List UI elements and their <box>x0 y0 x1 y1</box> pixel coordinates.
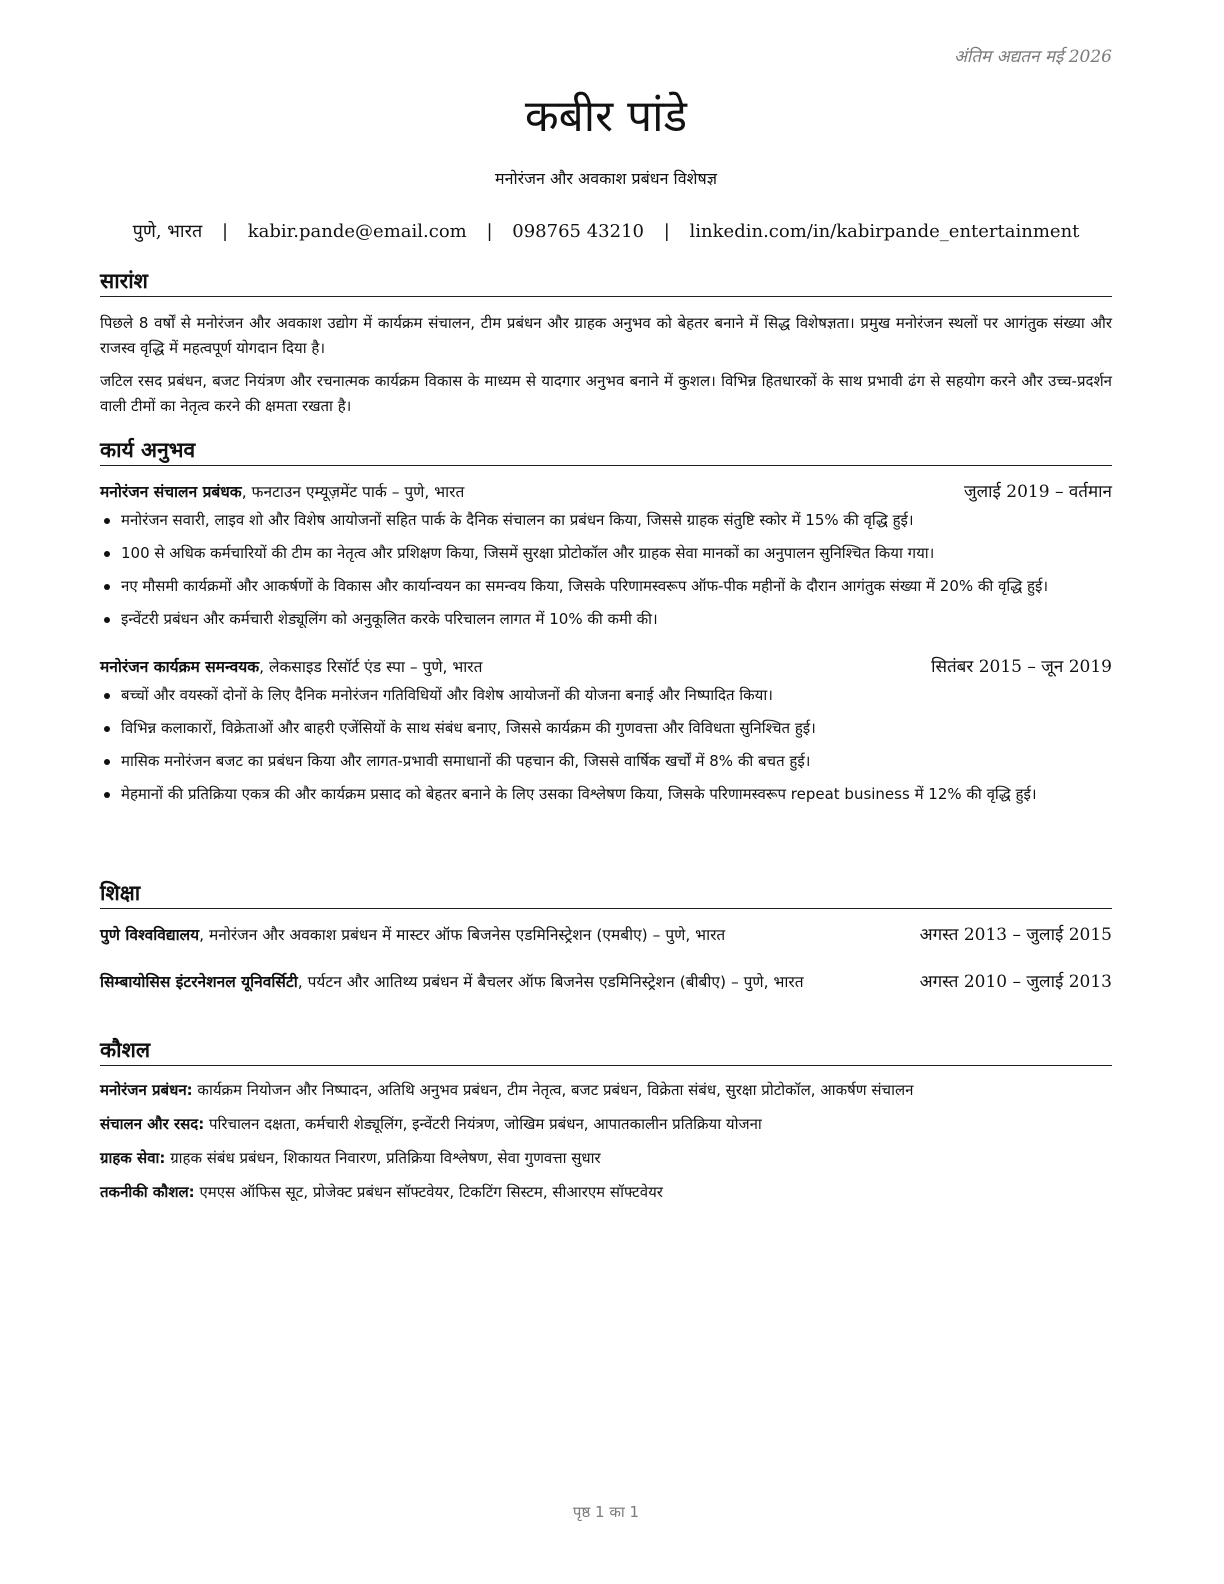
education-text <box>100 923 890 948</box>
experience-section <box>100 437 1112 807</box>
job-bullet: बच्चों और वयस्कों दोनों के लिए दैनिक मनोरंजन गतिविधियों और विशेष आयोजनों की योजना बनाई और निष्पादित किया। <box>100 683 1112 708</box>
candidate-name: कबीर पांडे <box>524 91 688 142</box>
contact-phone[interactable]: 098765 43210 <box>512 221 644 242</box>
education-institution: सिम्बायोसिस इंटरनेशनल यूनिवर्सिटी <box>100 973 298 991</box>
tagline: मनोरंजन और अवकाश प्रबंधन विशेषज्ञ <box>495 169 717 188</box>
job-bullet: मेहमानों की प्रतिक्रिया एकत्र की और कार्यक्रम प्रसाद को बेहतर बनाने के लिए उसका विश्लेषण किया, जिसके परिणामस्वरूप repeat business में 12% की वृद्धि हुई। <box>100 782 1112 807</box>
contact-linkedin[interactable]: linkedin.com/in/kabirpande_entertainment <box>689 221 1080 242</box>
education-institution: पुणे विश्वविद्यालय <box>100 926 200 944</box>
section-title-education: शिक्षा <box>100 880 1112 909</box>
education-dates: अगस्त 2013 – जुलाई 2015 <box>919 925 1112 945</box>
skill-value: परिचालन दक्षता, कर्मचारी शेड्यूलिंग, इन्वेंटरी नियंत्रण, जोखिम प्रबंधन, आपातकालीन प्रतिक्रिया योजना <box>204 1115 762 1133</box>
education-section <box>100 880 1112 995</box>
summary-section <box>100 268 1112 419</box>
education-text <box>100 970 890 995</box>
job-bullet: नए मौसमी कार्यक्रमों और आकर्षणों के विकास और कार्यान्वयन का समन्वय किया, जिसके परिणामस्वरूप ऑफ-पीक महीनों के दौरान आगंतुक संख्या में 20% की वृद्धि हुई। <box>100 574 1112 599</box>
job-dates: जुलाई 2019 – वर्तमान <box>963 482 1112 502</box>
skill-label: तकनीकी कौशल: <box>100 1183 195 1201</box>
job-bullets <box>100 683 1112 807</box>
job-bullet: विभिन्न कलाकारों, विक्रेताओं और बाहरी एजेंसियों के साथ संबंध बनाए, जिससे कार्यक्रम की गुणवत्ता और विविधता सुनिश्चित हुई। <box>100 716 1112 741</box>
skill-row <box>100 1180 1112 1205</box>
section-title-summary: सारांश <box>100 268 1112 297</box>
job-header <box>100 480 1112 504</box>
job-title-line <box>100 480 464 504</box>
job-header <box>100 655 1112 679</box>
summary-paragraph: जटिल रसद प्रबंधन, बजट नियंत्रण और रचनात्मक कार्यक्रम विकास के माध्यम से यादगार अनुभव बनाने में कुशल। विभिन्न हितधारकों के साथ प्रभावी ढंग से सहयोग करने और उच्च-प्रदर्शन वाली टीमों का नेतृत्व करने की क्षमता रखता है। <box>100 372 1112 415</box>
job-bullet: मनोरंजन सवारी, लाइव शो और विशेष आयोजनों सहित पार्क के दैनिक संचालन का प्रबंधन किया, जिससे ग्राहक संतुष्टि स्कोर में 15% की वृद्धि हुई। <box>100 508 1112 533</box>
education-dates: अगस्त 2010 – जुलाई 2013 <box>919 972 1112 992</box>
contact-location: पुणे, भारत <box>132 221 203 242</box>
contact-separator: | <box>486 221 493 242</box>
skill-value: एमएस ऑफिस सूट, प्रोजेक्ट प्रबंधन सॉफ्टवेयर, टिकटिंग सिस्टम, सीआरएम सॉफ्टवेयर <box>194 1183 663 1201</box>
section-title-experience: कार्य अनुभव <box>100 437 1112 466</box>
job-org: , लेकसाइड रिसॉर्ट एंड स्पा – पुणे, भारत <box>259 658 483 676</box>
job-title-line <box>100 655 482 679</box>
education-detail: , पर्यटन और आतिथ्य प्रबंधन में बैचलर ऑफ बिजनेस एडमिनिस्ट्रेशन (बीबीए) – पुणे, भारत <box>297 973 804 991</box>
contact-email[interactable]: kabir.pande@email.com <box>247 221 467 242</box>
job-org: , फनटाउन एम्यूज़मेंट पार्क – पुणे, भारत <box>241 483 465 501</box>
education-entry <box>100 923 1112 948</box>
job-entry <box>100 480 1112 632</box>
job-bullet: इन्वेंटरी प्रबंधन और कर्मचारी शेड्यूलिंग को अनुकूलित करके परिचालन लागत में 10% की कमी की। <box>100 607 1112 632</box>
skill-label: मनोरंजन प्रबंधन: <box>100 1081 193 1099</box>
contact-separator: | <box>663 221 670 242</box>
job-entry <box>100 655 1112 807</box>
skill-row <box>100 1078 1112 1103</box>
job-role: मनोरंजन संचालन प्रबंधक <box>100 483 242 501</box>
skill-label: ग्राहक सेवा: <box>100 1149 166 1167</box>
skill-value: ग्राहक संबंध प्रबंधन, शिकायत निवारण, प्रतिक्रिया विश्लेषण, सेवा गुणवत्ता सुधार <box>165 1149 601 1167</box>
summary-paragraph: पिछले 8 वर्षों से मनोरंजन और अवकाश उद्योग में कार्यक्रम संचालन, टीम प्रबंधन और ग्राहक अनुभव को बेहतर बनाने में सिद्ध विशेषज्ञता। प्रमुख मनोरंजन स्थलों पर आगंतुक संख्या और राजस्व वृद्धि में महत्वपूर्ण योगदान दिया है। <box>100 314 1112 357</box>
skill-value: कार्यक्रम नियोजन और निष्पादन, अतिथि अनुभव प्रबंधन, टीम नेतृत्व, बजट प्रबंधन, विक्रेता संबंध, सुरक्षा प्रोटोकॉल, आकर्षण संचालन <box>192 1081 914 1099</box>
job-bullet: 100 से अधिक कर्मचारियों की टीम का नेतृत्व और प्रशिक्षण किया, जिसमें सुरक्षा प्रोटोकॉल और ग्राहक सेवा मानकों का अनुपालन सुनिश्चित किया गया। <box>100 541 1112 566</box>
section-title-skills: कौशल <box>100 1037 1112 1066</box>
last-updated: अंतिम अद्यतन मई 2026 <box>953 47 1112 67</box>
job-bullet: मासिक मनोरंजन बजट का प्रबंधन किया और लागत-प्रभावी समाधानों की पहचान की, जिससे वार्षिक खर्चों में 8% की बचत हुई। <box>100 749 1112 774</box>
job-role: मनोरंजन कार्यक्रम समन्वयक <box>100 658 260 676</box>
contact-line <box>100 219 1112 243</box>
job-dates: सितंबर 2015 – जून 2019 <box>931 657 1112 677</box>
page-number-footer: पृष्ठ 1 का 1 <box>572 1503 640 1521</box>
contact-separator: | <box>221 221 229 242</box>
skill-label: संचालन और रसद: <box>100 1115 205 1133</box>
skill-row <box>100 1112 1112 1137</box>
education-detail: , मनोरंजन और अवकाश प्रबंधन में मास्टर ऑफ बिजनेस एडमिनिस्ट्रेशन (एमबीए) – पुणे, भारत <box>199 926 726 944</box>
skill-row <box>100 1146 1112 1171</box>
resume-page <box>100 0 1112 1584</box>
education-entry <box>100 970 1112 995</box>
job-bullets <box>100 508 1112 632</box>
skills-section <box>100 1037 1112 1205</box>
